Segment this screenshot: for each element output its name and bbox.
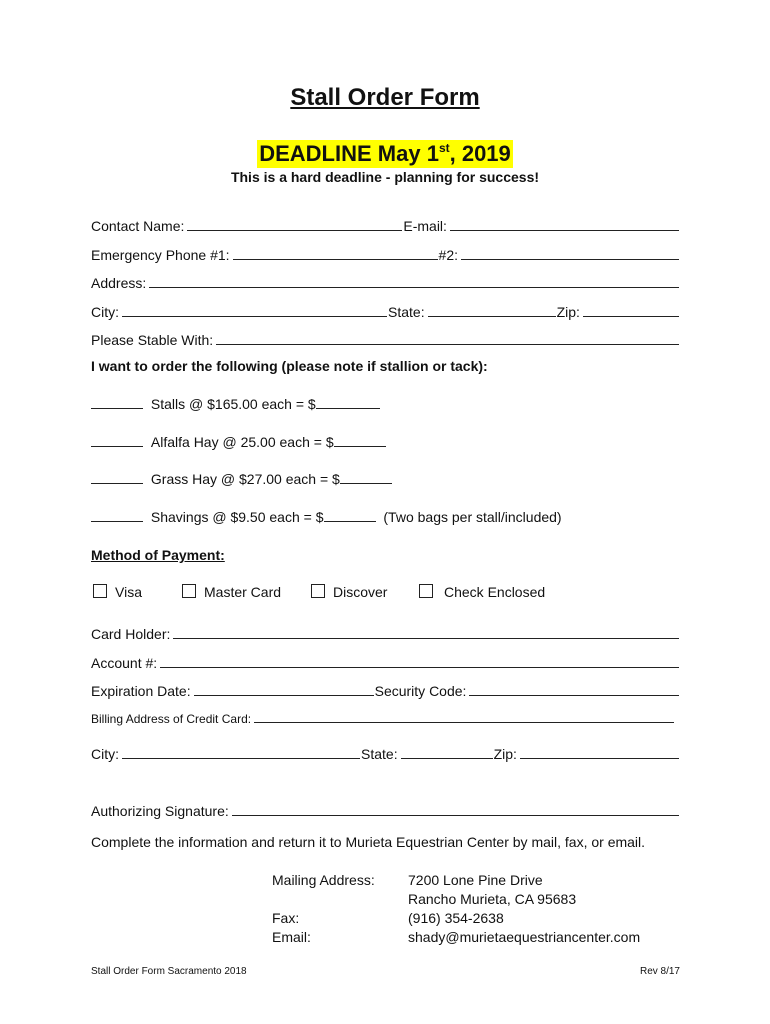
billing-zip-field[interactable] bbox=[520, 744, 679, 759]
card-holder-row bbox=[91, 622, 680, 642]
expiration-field[interactable] bbox=[194, 681, 374, 696]
order-item-stalls bbox=[91, 396, 380, 412]
billing-city-row bbox=[91, 742, 680, 762]
payment-option-check[interactable] bbox=[419, 584, 545, 600]
billing-address-label: Billing Address of Credit Card: bbox=[91, 712, 252, 726]
shavings-text: Shavings @ $9.50 each = $ bbox=[150, 509, 324, 525]
email-field[interactable] bbox=[450, 216, 679, 231]
email-contact-label: Email: bbox=[272, 929, 311, 945]
contact-name-field[interactable] bbox=[187, 216, 402, 231]
address-row bbox=[91, 271, 680, 291]
stable-with-label: Please Stable With: bbox=[91, 332, 214, 348]
grass-total-field[interactable] bbox=[340, 471, 392, 484]
phone2-label: #2: bbox=[438, 247, 458, 263]
state-label: State: bbox=[388, 304, 425, 320]
city-field[interactable] bbox=[122, 302, 387, 317]
card-holder-field[interactable] bbox=[173, 624, 679, 639]
billing-zip-label: Zip: bbox=[493, 746, 517, 762]
email-label: E-mail: bbox=[403, 218, 447, 234]
payment-heading: Method of Payment: bbox=[91, 547, 225, 563]
account-label: Account #: bbox=[91, 655, 158, 671]
alfalfa-text: Alfalfa Hay @ 25.00 each = $ bbox=[150, 434, 334, 450]
zip-field[interactable] bbox=[583, 302, 679, 317]
expiration-label: Expiration Date: bbox=[91, 683, 191, 699]
check-label: Check Enclosed bbox=[444, 584, 546, 600]
deadline-year: , 2019 bbox=[449, 141, 511, 166]
expiration-row bbox=[91, 679, 680, 699]
payment-option-visa[interactable] bbox=[93, 584, 142, 600]
order-item-alfalfa bbox=[91, 434, 386, 450]
payment-option-discover[interactable] bbox=[311, 584, 387, 600]
contact-name-label: Contact Name: bbox=[91, 218, 185, 234]
billing-city-field[interactable] bbox=[122, 744, 360, 759]
state-field[interactable] bbox=[428, 302, 556, 317]
billing-address-field[interactable] bbox=[254, 710, 674, 723]
discover-label: Discover bbox=[333, 584, 388, 600]
mastercard-label: Master Card bbox=[204, 584, 282, 600]
signature-label: Authorizing Signature: bbox=[91, 803, 229, 819]
visa-checkbox[interactable] bbox=[93, 584, 107, 598]
stalls-qty-field[interactable] bbox=[91, 396, 143, 409]
stalls-total-field[interactable] bbox=[316, 396, 380, 409]
billing-state-field[interactable] bbox=[401, 744, 493, 759]
deadline-subtitle: This is a hard deadline - planning for success! bbox=[230, 169, 540, 185]
security-code-label: Security Code: bbox=[374, 683, 467, 699]
page-title: Stall Order Form bbox=[290, 84, 480, 111]
order-item-grass bbox=[91, 471, 392, 487]
grass-text: Grass Hay @ $27.00 each = $ bbox=[150, 471, 340, 487]
shavings-qty-field[interactable] bbox=[91, 509, 143, 522]
payment-option-mastercard[interactable] bbox=[182, 584, 281, 600]
mastercard-checkbox[interactable] bbox=[182, 584, 196, 598]
account-row bbox=[91, 651, 680, 671]
check-checkbox[interactable] bbox=[419, 584, 433, 598]
security-code-field[interactable] bbox=[469, 681, 679, 696]
signature-field[interactable] bbox=[232, 801, 679, 816]
footer-revision: Rev 8/17 bbox=[639, 966, 680, 977]
order-item-shavings bbox=[91, 509, 562, 525]
zip-label: Zip: bbox=[556, 304, 580, 320]
emergency-phone-field[interactable] bbox=[233, 245, 438, 260]
deadline-superscript: st bbox=[438, 141, 450, 155]
billing-state-label: State: bbox=[361, 746, 398, 762]
shavings-note: (Two bags per stall/included) bbox=[383, 509, 562, 525]
email-contact-value[interactable]: shady@murietaequestriancenter.com bbox=[408, 929, 641, 945]
city-state-zip-row bbox=[91, 300, 680, 320]
instructions-text: Complete the information and return it to Murieta Equestrian Center by mail, fax, or email. bbox=[91, 834, 646, 850]
emergency-phone-label: Emergency Phone #1: bbox=[91, 247, 230, 263]
alfalfa-qty-field[interactable] bbox=[91, 434, 143, 447]
deadline-text: DEADLINE May 1 bbox=[259, 141, 439, 166]
deadline-banner bbox=[0, 140, 770, 168]
address-field[interactable] bbox=[149, 273, 679, 288]
shavings-total-field[interactable] bbox=[324, 509, 376, 522]
address-label: Address: bbox=[91, 275, 147, 291]
footer-form-name: Stall Order Form Sacramento 2018 bbox=[91, 966, 247, 977]
stable-with-field[interactable] bbox=[216, 330, 679, 345]
mailing-address-line1: 7200 Lone Pine Drive bbox=[408, 872, 543, 888]
order-heading: I want to order the following (please note if stallion or tack): bbox=[91, 358, 488, 374]
card-holder-label: Card Holder: bbox=[91, 626, 171, 642]
grass-qty-field[interactable] bbox=[91, 471, 143, 484]
visa-label: Visa bbox=[115, 584, 142, 600]
deadline-highlight bbox=[257, 140, 513, 168]
mailing-address-line2: Rancho Murieta, CA 95683 bbox=[408, 891, 577, 907]
discover-checkbox[interactable] bbox=[311, 584, 325, 598]
emergency-row bbox=[91, 243, 680, 263]
mailing-address-label: Mailing Address: bbox=[272, 872, 375, 888]
billing-address-row bbox=[91, 706, 675, 726]
billing-city-label: City: bbox=[91, 746, 119, 762]
phone2-field[interactable] bbox=[461, 245, 679, 260]
city-label: City: bbox=[91, 304, 119, 320]
account-field[interactable] bbox=[160, 653, 679, 668]
fax-value: (916) 354-2638 bbox=[408, 910, 504, 926]
contact-row bbox=[91, 214, 680, 234]
fax-label: Fax: bbox=[272, 910, 300, 926]
stable-with-row bbox=[91, 328, 680, 348]
alfalfa-total-field[interactable] bbox=[334, 434, 386, 447]
stalls-text: Stalls @ $165.00 each = $ bbox=[150, 396, 316, 412]
signature-row bbox=[91, 799, 680, 819]
